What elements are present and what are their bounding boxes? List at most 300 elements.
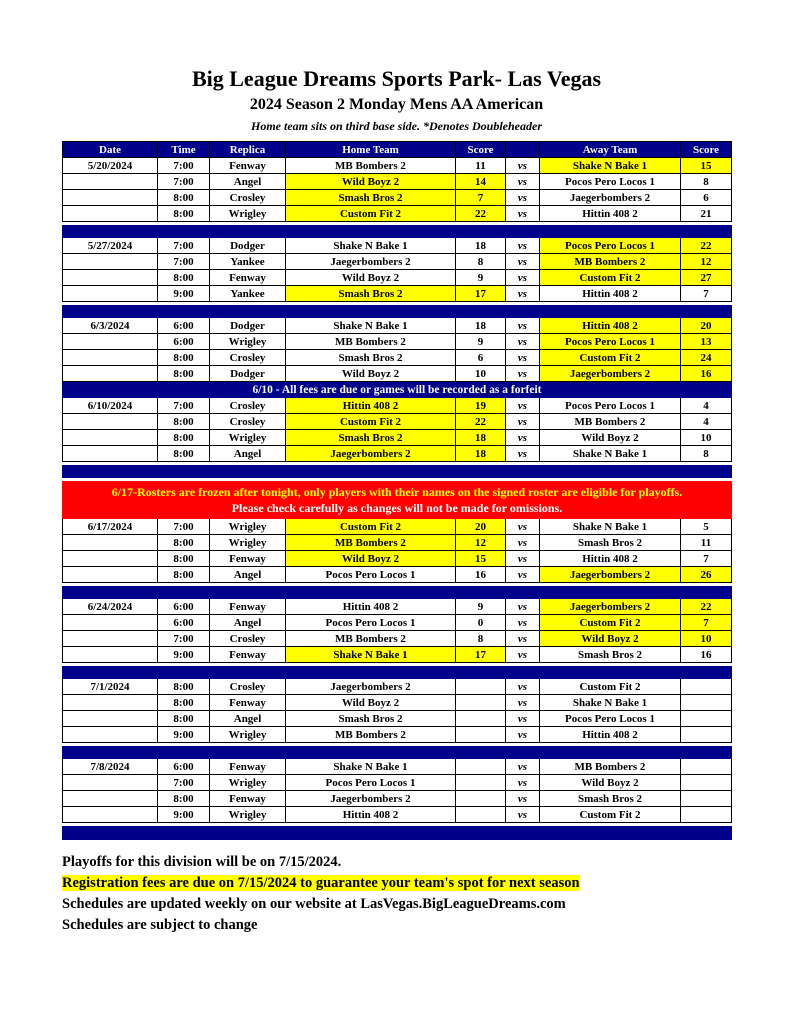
away-team-cell: Wild Boyz 2 [540,775,681,791]
vs-cell: vs [506,551,540,567]
replica-cell: Crosley [210,398,286,414]
home-team-cell: Wild Boyz 2 [286,695,456,711]
vs-cell: vs [506,679,540,695]
game-row [63,414,732,430]
page-subtitle: 2024 Season 2 Monday Mens AA American [249,96,544,113]
game-row [63,599,732,615]
game-row [63,430,732,446]
replica-cell: Fenway [210,599,286,615]
date-cell [63,270,158,286]
home-team-cell: MB Bombers 2 [286,631,456,647]
home-team-cell: Smash Bros 2 [286,711,456,727]
time-cell: 6:00 [158,759,210,775]
away-score-cell: 16 [681,647,732,663]
time-cell: 9:00 [158,807,210,823]
away-team-cell: Pocos Pero Locos 1 [540,238,681,254]
away-team-cell: Wild Boyz 2 [540,631,681,647]
time-cell: 8:00 [158,791,210,807]
away-score-cell: 7 [681,286,732,302]
home-team-cell: MB Bombers 2 [286,158,456,174]
game-row [63,695,732,711]
column-header: Score [681,142,732,158]
column-header: Date [63,142,158,158]
week-divider [63,466,732,478]
date-cell [63,567,158,583]
time-cell: 7:00 [158,238,210,254]
away-team-cell: Hittin 408 2 [540,727,681,743]
away-score-cell [681,695,732,711]
home-team-cell: Shake N Bake 1 [286,647,456,663]
home-team-note: Home team sits on third base side. *Denotes Doubleheader [251,119,542,133]
home-team-cell: Hittin 408 2 [286,599,456,615]
divider-bar [63,827,732,840]
away-score-cell: 24 [681,350,732,366]
home-team-cell: Wild Boyz 2 [286,366,456,382]
date-cell [63,615,158,631]
time-cell: 8:00 [158,190,210,206]
away-score-cell: 27 [681,270,732,286]
week-divider [63,587,732,599]
replica-cell: Dodger [210,318,286,334]
away-score-cell: 15 [681,158,732,174]
away-score-cell: 7 [681,551,732,567]
time-cell: 8:00 [158,430,210,446]
roster-freeze-line2: Please check carefully as changes will not be made for omissions. [231,501,563,515]
date-cell: 6/10/2024 [63,398,158,414]
home-score-cell: 20 [456,519,506,535]
time-cell: 8:00 [158,679,210,695]
vs-cell: vs [506,647,540,663]
vs-cell: vs [506,254,540,270]
away-score-cell [681,679,732,695]
replica-cell: Crosley [210,414,286,430]
date-cell: 7/8/2024 [63,759,158,775]
replica-cell: Yankee [210,254,286,270]
time-cell: 8:00 [158,350,210,366]
away-score-cell: 4 [681,414,732,430]
replica-cell: Angel [210,711,286,727]
away-score-cell [681,807,732,823]
game-row [63,238,732,254]
schedule-table [62,141,732,840]
week-divider [63,226,732,238]
away-team-cell: Custom Fit 2 [540,615,681,631]
vs-cell: vs [506,190,540,206]
away-team-cell: Wild Boyz 2 [540,430,681,446]
home-score-cell: 18 [456,430,506,446]
time-cell: 7:00 [158,519,210,535]
home-score-cell: 19 [456,398,506,414]
replica-cell: Fenway [210,759,286,775]
home-score-cell [456,759,506,775]
date-cell [63,206,158,222]
replica-cell: Crosley [210,350,286,366]
column-header: Home Team [286,142,456,158]
home-score-cell [456,695,506,711]
date-cell [63,551,158,567]
time-cell: 6:00 [158,318,210,334]
date-cell [63,647,158,663]
away-score-cell [681,759,732,775]
game-row [63,567,732,583]
home-team-cell: Wild Boyz 2 [286,174,456,190]
website-note: Schedules are updated weekly on our website at LasVegas.BigLeagueDreams.com [62,896,566,912]
week-divider [63,747,732,759]
game-row [63,350,732,366]
game-row [63,711,732,727]
vs-cell: vs [506,350,540,366]
home-score-cell: 12 [456,535,506,551]
replica-cell: Fenway [210,791,286,807]
time-cell: 7:00 [158,775,210,791]
date-cell [63,254,158,270]
home-score-cell: 18 [456,318,506,334]
game-row [63,270,732,286]
game-row [63,446,732,462]
away-score-cell: 6 [681,190,732,206]
vs-cell: vs [506,791,540,807]
date-cell [63,174,158,190]
vs-cell: vs [506,535,540,551]
vs-cell: vs [506,446,540,462]
game-row [63,286,732,302]
replica-cell: Fenway [210,647,286,663]
replica-cell: Crosley [210,631,286,647]
home-score-cell: 9 [456,270,506,286]
away-score-cell: 10 [681,430,732,446]
date-cell [63,446,158,462]
fees-due-notice-text: 6/10 - All fees are due or games will be recorded as a forfeit [63,382,732,398]
time-cell: 6:00 [158,615,210,631]
divider-bar [63,587,732,599]
game-row [63,679,732,695]
away-score-cell [681,775,732,791]
date-cell [63,791,158,807]
home-score-cell: 22 [456,414,506,430]
home-team-cell: Hittin 408 2 [286,807,456,823]
time-cell: 8:00 [158,206,210,222]
date-cell: 5/20/2024 [63,158,158,174]
page-title: Big League Dreams Sports Park- Las Vegas [191,66,602,91]
date-cell: 6/3/2024 [63,318,158,334]
home-team-cell: Wild Boyz 2 [286,270,456,286]
replica-cell: Dodger [210,238,286,254]
column-header: Away Team [540,142,681,158]
home-score-cell: 11 [456,158,506,174]
away-team-cell: Custom Fit 2 [540,679,681,695]
away-team-cell: Jaegerbombers 2 [540,567,681,583]
replica-cell: Fenway [210,695,286,711]
home-team-cell: Jaegerbombers 2 [286,679,456,695]
replica-cell: Angel [210,615,286,631]
away-team-cell: Pocos Pero Locos 1 [540,334,681,350]
date-cell: 6/17/2024 [63,519,158,535]
home-team-cell: Pocos Pero Locos 1 [286,775,456,791]
away-team-cell: Pocos Pero Locos 1 [540,711,681,727]
replica-cell: Angel [210,446,286,462]
date-cell [63,807,158,823]
home-team-cell: Smash Bros 2 [286,350,456,366]
home-score-cell: 18 [456,238,506,254]
home-score-cell: 8 [456,631,506,647]
away-team-cell: MB Bombers 2 [540,254,681,270]
replica-cell: Wrigley [210,430,286,446]
home-team-cell: Smash Bros 2 [286,430,456,446]
roster-freeze-notice [63,482,732,519]
time-cell: 8:00 [158,711,210,727]
game-row [63,727,732,743]
vs-cell: vs [506,366,540,382]
replica-cell: Angel [210,174,286,190]
game-row [63,791,732,807]
time-cell: 8:00 [158,567,210,583]
week-divider [63,827,732,840]
game-row [63,775,732,791]
time-cell: 7:00 [158,631,210,647]
week-divider [63,306,732,318]
away-score-cell [681,791,732,807]
game-row [63,615,732,631]
away-team-cell: Pocos Pero Locos 1 [540,174,681,190]
home-score-cell: 7 [456,190,506,206]
home-score-cell: 0 [456,615,506,631]
home-team-cell: Smash Bros 2 [286,286,456,302]
home-team-cell: Wild Boyz 2 [286,551,456,567]
time-cell: 8:00 [158,366,210,382]
roster-freeze-line1: 6/17-Rosters are frozen after tonight, only players with their names on the signed roster are eligible for playoffs. [111,485,683,499]
vs-cell: vs [506,398,540,414]
away-team-cell: Hittin 408 2 [540,551,681,567]
home-team-cell: Custom Fit 2 [286,414,456,430]
away-team-cell: Shake N Bake 1 [540,519,681,535]
game-row [63,366,732,382]
home-team-cell: MB Bombers 2 [286,727,456,743]
vs-cell: vs [506,727,540,743]
time-cell: 8:00 [158,270,210,286]
vs-cell: vs [506,695,540,711]
away-score-cell: 20 [681,318,732,334]
home-score-cell: 17 [456,286,506,302]
home-team-cell: MB Bombers 2 [286,334,456,350]
away-team-cell: Jaegerbombers 2 [540,366,681,382]
time-cell: 6:00 [158,599,210,615]
home-team-cell: Smash Bros 2 [286,190,456,206]
replica-cell: Yankee [210,286,286,302]
date-cell [63,695,158,711]
home-team-cell: Shake N Bake 1 [286,238,456,254]
game-row [63,519,732,535]
date-cell [63,366,158,382]
home-score-cell [456,775,506,791]
replica-cell: Wrigley [210,775,286,791]
home-score-cell: 22 [456,206,506,222]
away-team-cell: Jaegerbombers 2 [540,599,681,615]
home-score-cell [456,679,506,695]
replica-cell: Dodger [210,366,286,382]
game-row [63,535,732,551]
time-cell: 8:00 [158,535,210,551]
date-cell [63,430,158,446]
date-cell [63,711,158,727]
away-score-cell: 10 [681,631,732,647]
footer-notes [62,852,731,936]
replica-cell: Angel [210,567,286,583]
vs-cell: vs [506,519,540,535]
divider-bar [63,667,732,679]
away-team-cell: Custom Fit 2 [540,807,681,823]
away-team-cell: MB Bombers 2 [540,414,681,430]
vs-cell: vs [506,567,540,583]
registration-fees-note: Registration fees are due on 7/15/2024 to guarantee your team's spot for next season [62,875,580,891]
time-cell: 7:00 [158,254,210,270]
replica-cell: Crosley [210,190,286,206]
away-team-cell: Hittin 408 2 [540,318,681,334]
game-row [63,206,732,222]
column-header: Score [456,142,506,158]
home-score-cell [456,791,506,807]
game-row [63,318,732,334]
away-score-cell [681,711,732,727]
vs-cell: vs [506,174,540,190]
home-score-cell: 8 [456,254,506,270]
playoffs-note: Playoffs for this division will be on 7/15/2024. [62,854,342,870]
date-cell: 6/24/2024 [63,599,158,615]
away-team-cell: Custom Fit 2 [540,350,681,366]
home-team-cell: Custom Fit 2 [286,206,456,222]
date-cell [63,286,158,302]
home-score-cell [456,727,506,743]
game-row [63,807,732,823]
home-score-cell: 17 [456,647,506,663]
game-row [63,174,732,190]
date-cell [63,727,158,743]
home-team-cell: MB Bombers 2 [286,535,456,551]
time-cell: 7:00 [158,174,210,190]
away-score-cell: 11 [681,535,732,551]
time-cell: 6:00 [158,334,210,350]
date-cell: 5/27/2024 [63,238,158,254]
away-score-cell: 16 [681,366,732,382]
game-row [63,647,732,663]
home-team-cell: Jaegerbombers 2 [286,254,456,270]
column-header: Replica [210,142,286,158]
home-score-cell: 6 [456,350,506,366]
away-score-cell: 5 [681,519,732,535]
table-header-row [63,142,732,158]
game-row [63,158,732,174]
away-score-cell [681,727,732,743]
vs-cell: vs [506,775,540,791]
away-team-cell: Hittin 408 2 [540,206,681,222]
time-cell: 9:00 [158,647,210,663]
home-score-cell: 15 [456,551,506,567]
away-score-cell: 4 [681,398,732,414]
home-score-cell: 18 [456,446,506,462]
vs-cell: vs [506,711,540,727]
date-cell [63,775,158,791]
home-team-cell: Jaegerbombers 2 [286,446,456,462]
game-row [63,190,732,206]
divider-bar [63,747,732,759]
replica-cell: Fenway [210,270,286,286]
away-score-cell: 8 [681,174,732,190]
replica-cell: Wrigley [210,334,286,350]
home-score-cell: 9 [456,599,506,615]
replica-cell: Wrigley [210,206,286,222]
game-row [63,398,732,414]
vs-cell: vs [506,334,540,350]
replica-cell: Crosley [210,679,286,695]
away-score-cell: 22 [681,238,732,254]
time-cell: 8:00 [158,551,210,567]
home-team-cell: Shake N Bake 1 [286,318,456,334]
home-team-cell: Jaegerbombers 2 [286,791,456,807]
subject-to-change-note: Schedules are subject to change [62,917,258,933]
time-cell: 7:00 [158,398,210,414]
home-team-cell: Custom Fit 2 [286,519,456,535]
game-row [63,759,732,775]
vs-cell: vs [506,615,540,631]
away-team-cell: Hittin 408 2 [540,286,681,302]
date-cell: 7/1/2024 [63,679,158,695]
away-team-cell: Shake N Bake 1 [540,158,681,174]
replica-cell: Fenway [210,158,286,174]
home-team-cell: Pocos Pero Locos 1 [286,615,456,631]
vs-cell: vs [506,270,540,286]
date-cell [63,350,158,366]
time-cell: 8:00 [158,446,210,462]
replica-cell: Wrigley [210,727,286,743]
away-team-cell: Shake N Bake 1 [540,695,681,711]
home-team-cell: Hittin 408 2 [286,398,456,414]
replica-cell: Wrigley [210,535,286,551]
replica-cell: Wrigley [210,807,286,823]
home-score-cell [456,807,506,823]
vs-cell: vs [506,414,540,430]
home-score-cell: 14 [456,174,506,190]
vs-cell: vs [506,430,540,446]
away-team-cell: Shake N Bake 1 [540,446,681,462]
time-cell: 8:00 [158,414,210,430]
fees-due-notice [63,382,732,398]
divider-bar [63,226,732,238]
away-score-cell: 7 [681,615,732,631]
home-score-cell: 10 [456,366,506,382]
away-team-cell: Custom Fit 2 [540,270,681,286]
vs-cell: vs [506,206,540,222]
date-cell [63,414,158,430]
vs-cell: vs [506,318,540,334]
time-cell: 7:00 [158,158,210,174]
away-score-cell: 8 [681,446,732,462]
vs-cell: vs [506,807,540,823]
date-cell [63,631,158,647]
away-team-cell: MB Bombers 2 [540,759,681,775]
vs-cell: vs [506,759,540,775]
game-row [63,334,732,350]
replica-cell: Wrigley [210,519,286,535]
away-score-cell: 22 [681,599,732,615]
column-header [506,142,540,158]
away-score-cell: 12 [681,254,732,270]
column-header: Time [158,142,210,158]
vs-cell: vs [506,286,540,302]
vs-cell: vs [506,599,540,615]
date-cell [63,334,158,350]
vs-cell: vs [506,631,540,647]
week-divider [63,667,732,679]
game-row [63,551,732,567]
